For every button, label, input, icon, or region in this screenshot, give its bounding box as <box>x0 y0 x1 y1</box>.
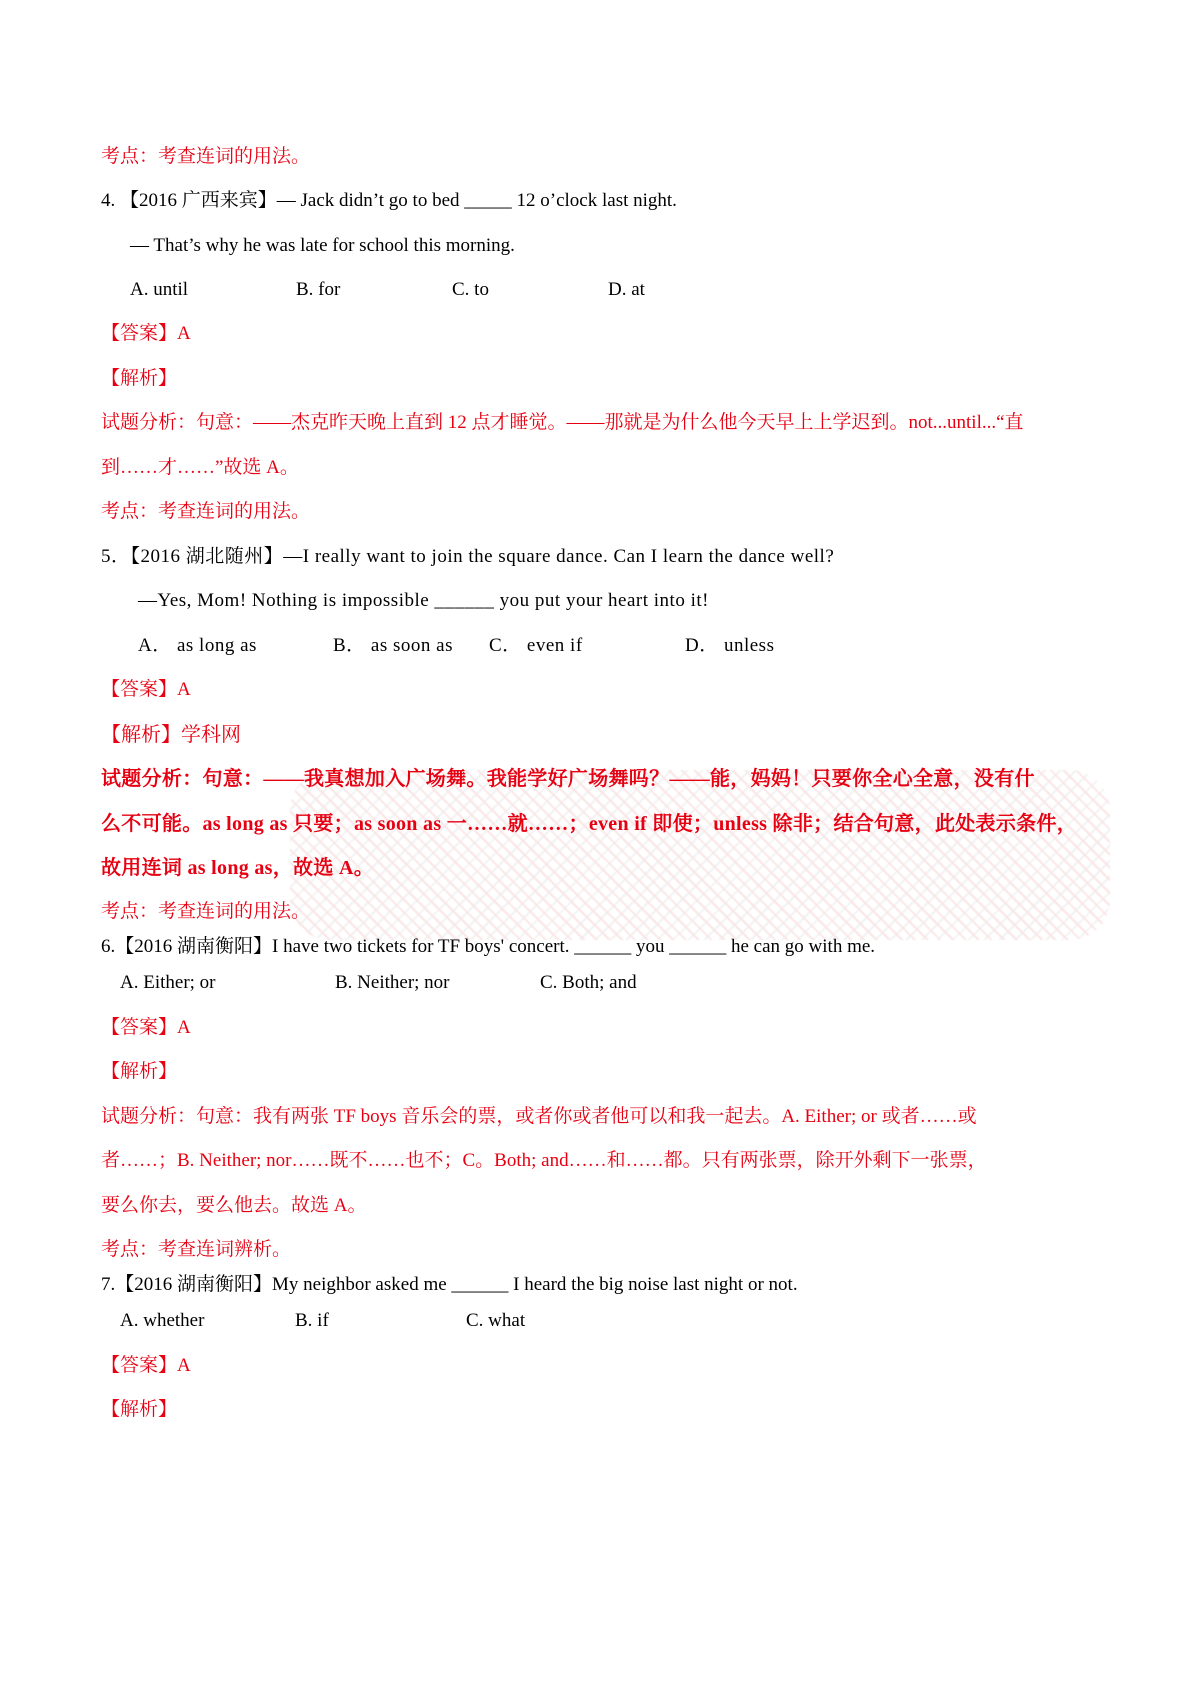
question-7-stem: 7.【2016 湖南衡阳】My neighbor asked me ______ I heard the big noise last night or not. <box>101 1274 798 1295</box>
answer-q7: 【答案】A <box>101 1355 191 1376</box>
kaodian-q3: 考点：考查连词的用法。 <box>101 146 311 167</box>
jiexi-heading-q5: 【解析】学科网 <box>101 724 241 746</box>
analysis-q6-line1: 试题分析：句意：我有两张 TF boys 音乐会的票，或者你或者他可以和我一起去。A. Either; or 或者……或 <box>101 1106 977 1127</box>
option-c: C． even if <box>489 635 583 656</box>
analysis-q6-line2: 者……；B. Neither; nor……既不……也不；C。Both; and……和……都。只有两张票，除开外剩下一张票， <box>101 1150 987 1171</box>
analysis-q5-line1: 试题分析：句意：——我真想加入广场舞。我能学好广场舞吗？——能，妈妈！只要你全心全意，没有什 <box>101 768 1035 790</box>
analysis-q5-line3: 故用连词 as long as，故选 A。 <box>101 857 374 879</box>
option-a: A． as long as <box>138 635 257 656</box>
jiexi-heading-q7: 【解析】 <box>101 1399 178 1420</box>
analysis-q5-line2: 么不可能。as long as 只要；as soon as 一……就……；even if 即使；unless 除非；结合句意，此处表示条件， <box>101 813 1078 835</box>
option-b: B. Neither; nor <box>335 972 450 993</box>
watermark <box>290 770 1110 940</box>
question-4-stem: 4. 【2016 广西来宾】— Jack didn’t go to bed _____ 12 o’clock last night. <box>101 190 677 211</box>
question-5-line2: —Yes, Mom! Nothing is impossible ______ you put your heart into it! <box>138 590 709 611</box>
question-4-options <box>130 277 830 303</box>
option-a: A. Either; or <box>120 972 216 993</box>
analysis-q4-line1: 试题分析：句意：——杰克昨天晚上直到 12 点才睡觉。——那就是为什么他今天早上上学迟到。not...until...“直 <box>101 412 1024 433</box>
jiexi-heading-q4: 【解析】 <box>101 368 178 389</box>
analysis-q6-line3: 要么你去，要么他去。故选 A。 <box>101 1195 367 1216</box>
question-6-stem: 6.【2016 湖南衡阳】I have two tickets for TF boys' concert. ______ you ______ he can go with me. <box>101 936 876 957</box>
question-5-options <box>138 633 838 659</box>
option-b: B. for <box>296 279 341 300</box>
option-c: C. what <box>466 1310 526 1331</box>
option-c: C. Both; and <box>540 972 637 993</box>
question-5-stem: 5．【2016 湖北随州】—I really want to join the square dance. Can I learn the dance well? <box>101 546 835 567</box>
option-b: B. if <box>295 1310 329 1331</box>
kaodian-q6: 考点：考查连词辨析。 <box>101 1239 292 1260</box>
question-6-options <box>120 970 820 996</box>
kaodian-q4: 考点：考查连词的用法。 <box>101 501 311 522</box>
kaodian-q5: 考点：考查连词的用法。 <box>101 901 311 922</box>
option-a: A. until <box>130 279 189 300</box>
option-a: A. whether <box>120 1310 205 1331</box>
option-b: B． as soon as <box>333 635 453 656</box>
answer-q4: 【答案】A <box>101 323 191 344</box>
option-c: C. to <box>452 279 489 300</box>
answer-q5: 【答案】A <box>101 679 191 700</box>
question-7-options <box>120 1308 820 1334</box>
answer-q6: 【答案】A <box>101 1017 191 1038</box>
option-d: D． unless <box>685 635 775 656</box>
option-d: D. at <box>608 279 645 300</box>
analysis-q4-line2: 到……才……”故选 A。 <box>101 457 299 478</box>
jiexi-heading-q6: 【解析】 <box>101 1061 178 1082</box>
question-4-line2: — That’s why he was late for school this morning. <box>130 235 515 256</box>
